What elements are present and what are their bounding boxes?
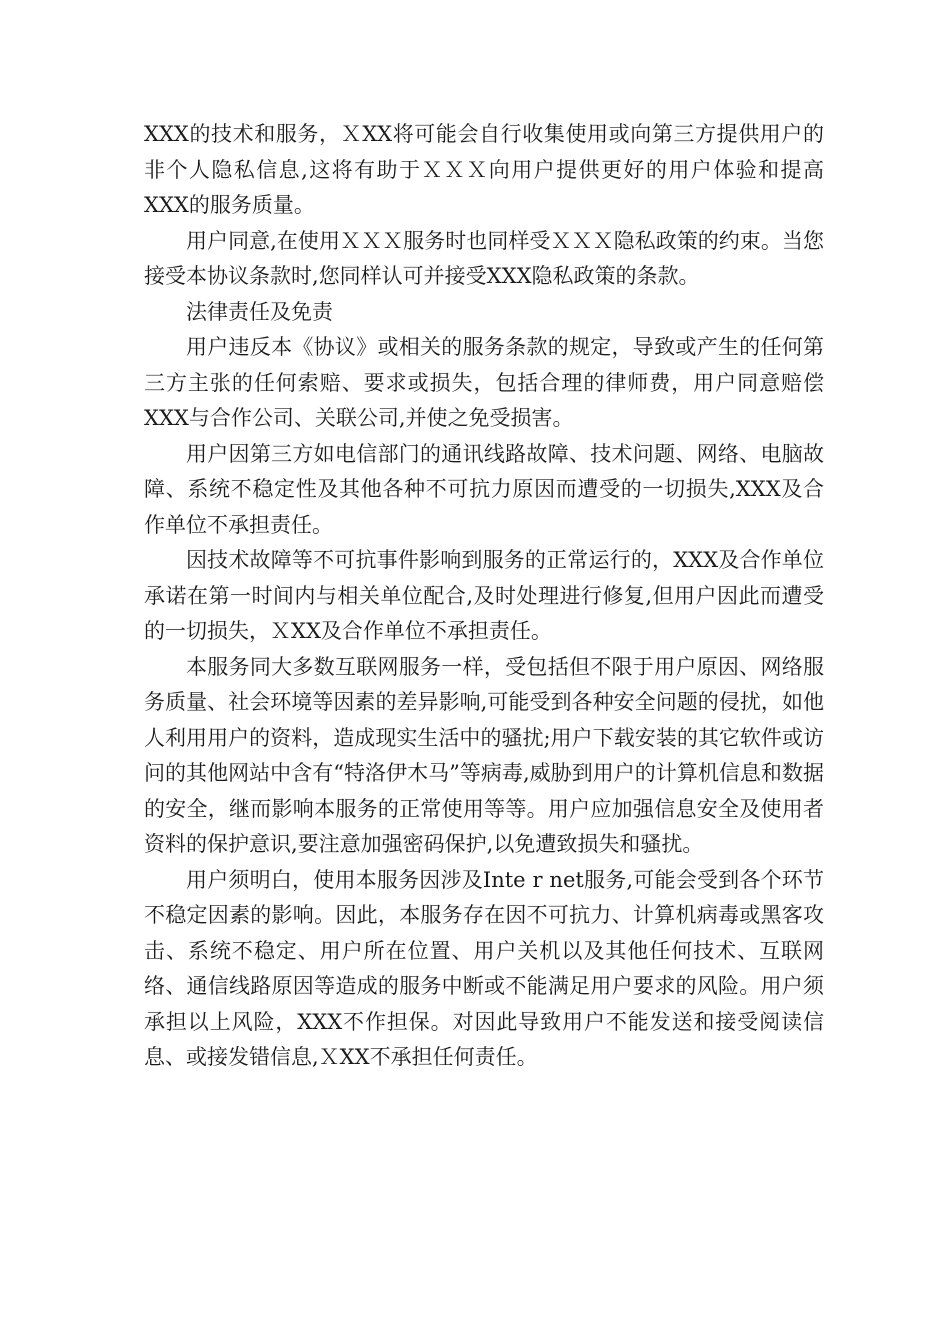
paragraph-technical-failure: 因技术故障等不可抗事件影响到服务的正常运行的，XXX及合作单位承诺在第一时间内与相关单位配合,及时处理进行修复,但用户因此而遭受的一切损失，ＸXX及合作单位不承担责任。 — [144, 548, 824, 643]
paragraph-security-risks: 本服务同大多数互联网服务一样，受包括但不限于用户原因、网络服务质量、社会环境等因素的差异影响,可能受到各种安全问题的侵扰，如他人利用用户的资料，造成现实生活中的骚扰;用户下载安装的其它软件或访问的其他网站中含有“特洛伊木马”等病毒,威胁到用户的计算机信息和数据的安全，继而影响本服务的正常使用等等。用户应加强信息安全及使用者资料的保护意识,要注意加强密码保护,以免遭致损失和骚扰。 — [144, 654, 824, 856]
paragraph-force-majeure: 用户因第三方如电信部门的通讯线路故障、技术问题、网络、电脑故障、系统不稳定性及其他各种不可抗力原因而遭受的一切损失,XXX及合作单位不承担责任。 — [144, 441, 824, 537]
section-heading-liability: 法律责任及免责 — [186, 299, 333, 324]
paragraph-internet-risks: 用户须明白，使用本服务因涉及Inte r net服务,可能会受到各个环节不稳定因素的影响。因此，本服务存在因不可抗力、计算机病毒或黑客攻击、系统不稳定、用户所在位置、用户关机以及其他任何技术、互联网络、通信线路原因等造成的服务中断或不能满足用户要求的风险。用户须承担以上风险，XXX不作担保。对因此导致用户不能发送和接受阅读信息、或接发错信息,ＸXX不承担任何责任。 — [144, 867, 824, 1069]
paragraph-privacy-info: XXX的技术和服务，ＸXX将可能会自行收集使用或向第三方提供用户的非个人隐私信息,这将有助于ＸＸＸ向用户提供更好的用户体验和提高XXX的服务质量。 — [144, 122, 824, 217]
paragraph-privacy-policy: 用户同意,在使用ＸＸＸ服务时也同样受ＸＸＸ隐私政策的约束。当您接受本协议条款时,您同样认可并接受XXX隐私政策的条款。 — [144, 228, 824, 288]
paragraph-indemnity: 用户违反本《协议》或相关的服务条款的规定，导致或产生的任何第三方主张的任何索赔、要求或损失，包括合理的律师费，用户同意赔偿XXX与合作公司、关联公司,并使之免受损害。 — [144, 335, 824, 430]
document-body — [144, 117, 824, 1076]
